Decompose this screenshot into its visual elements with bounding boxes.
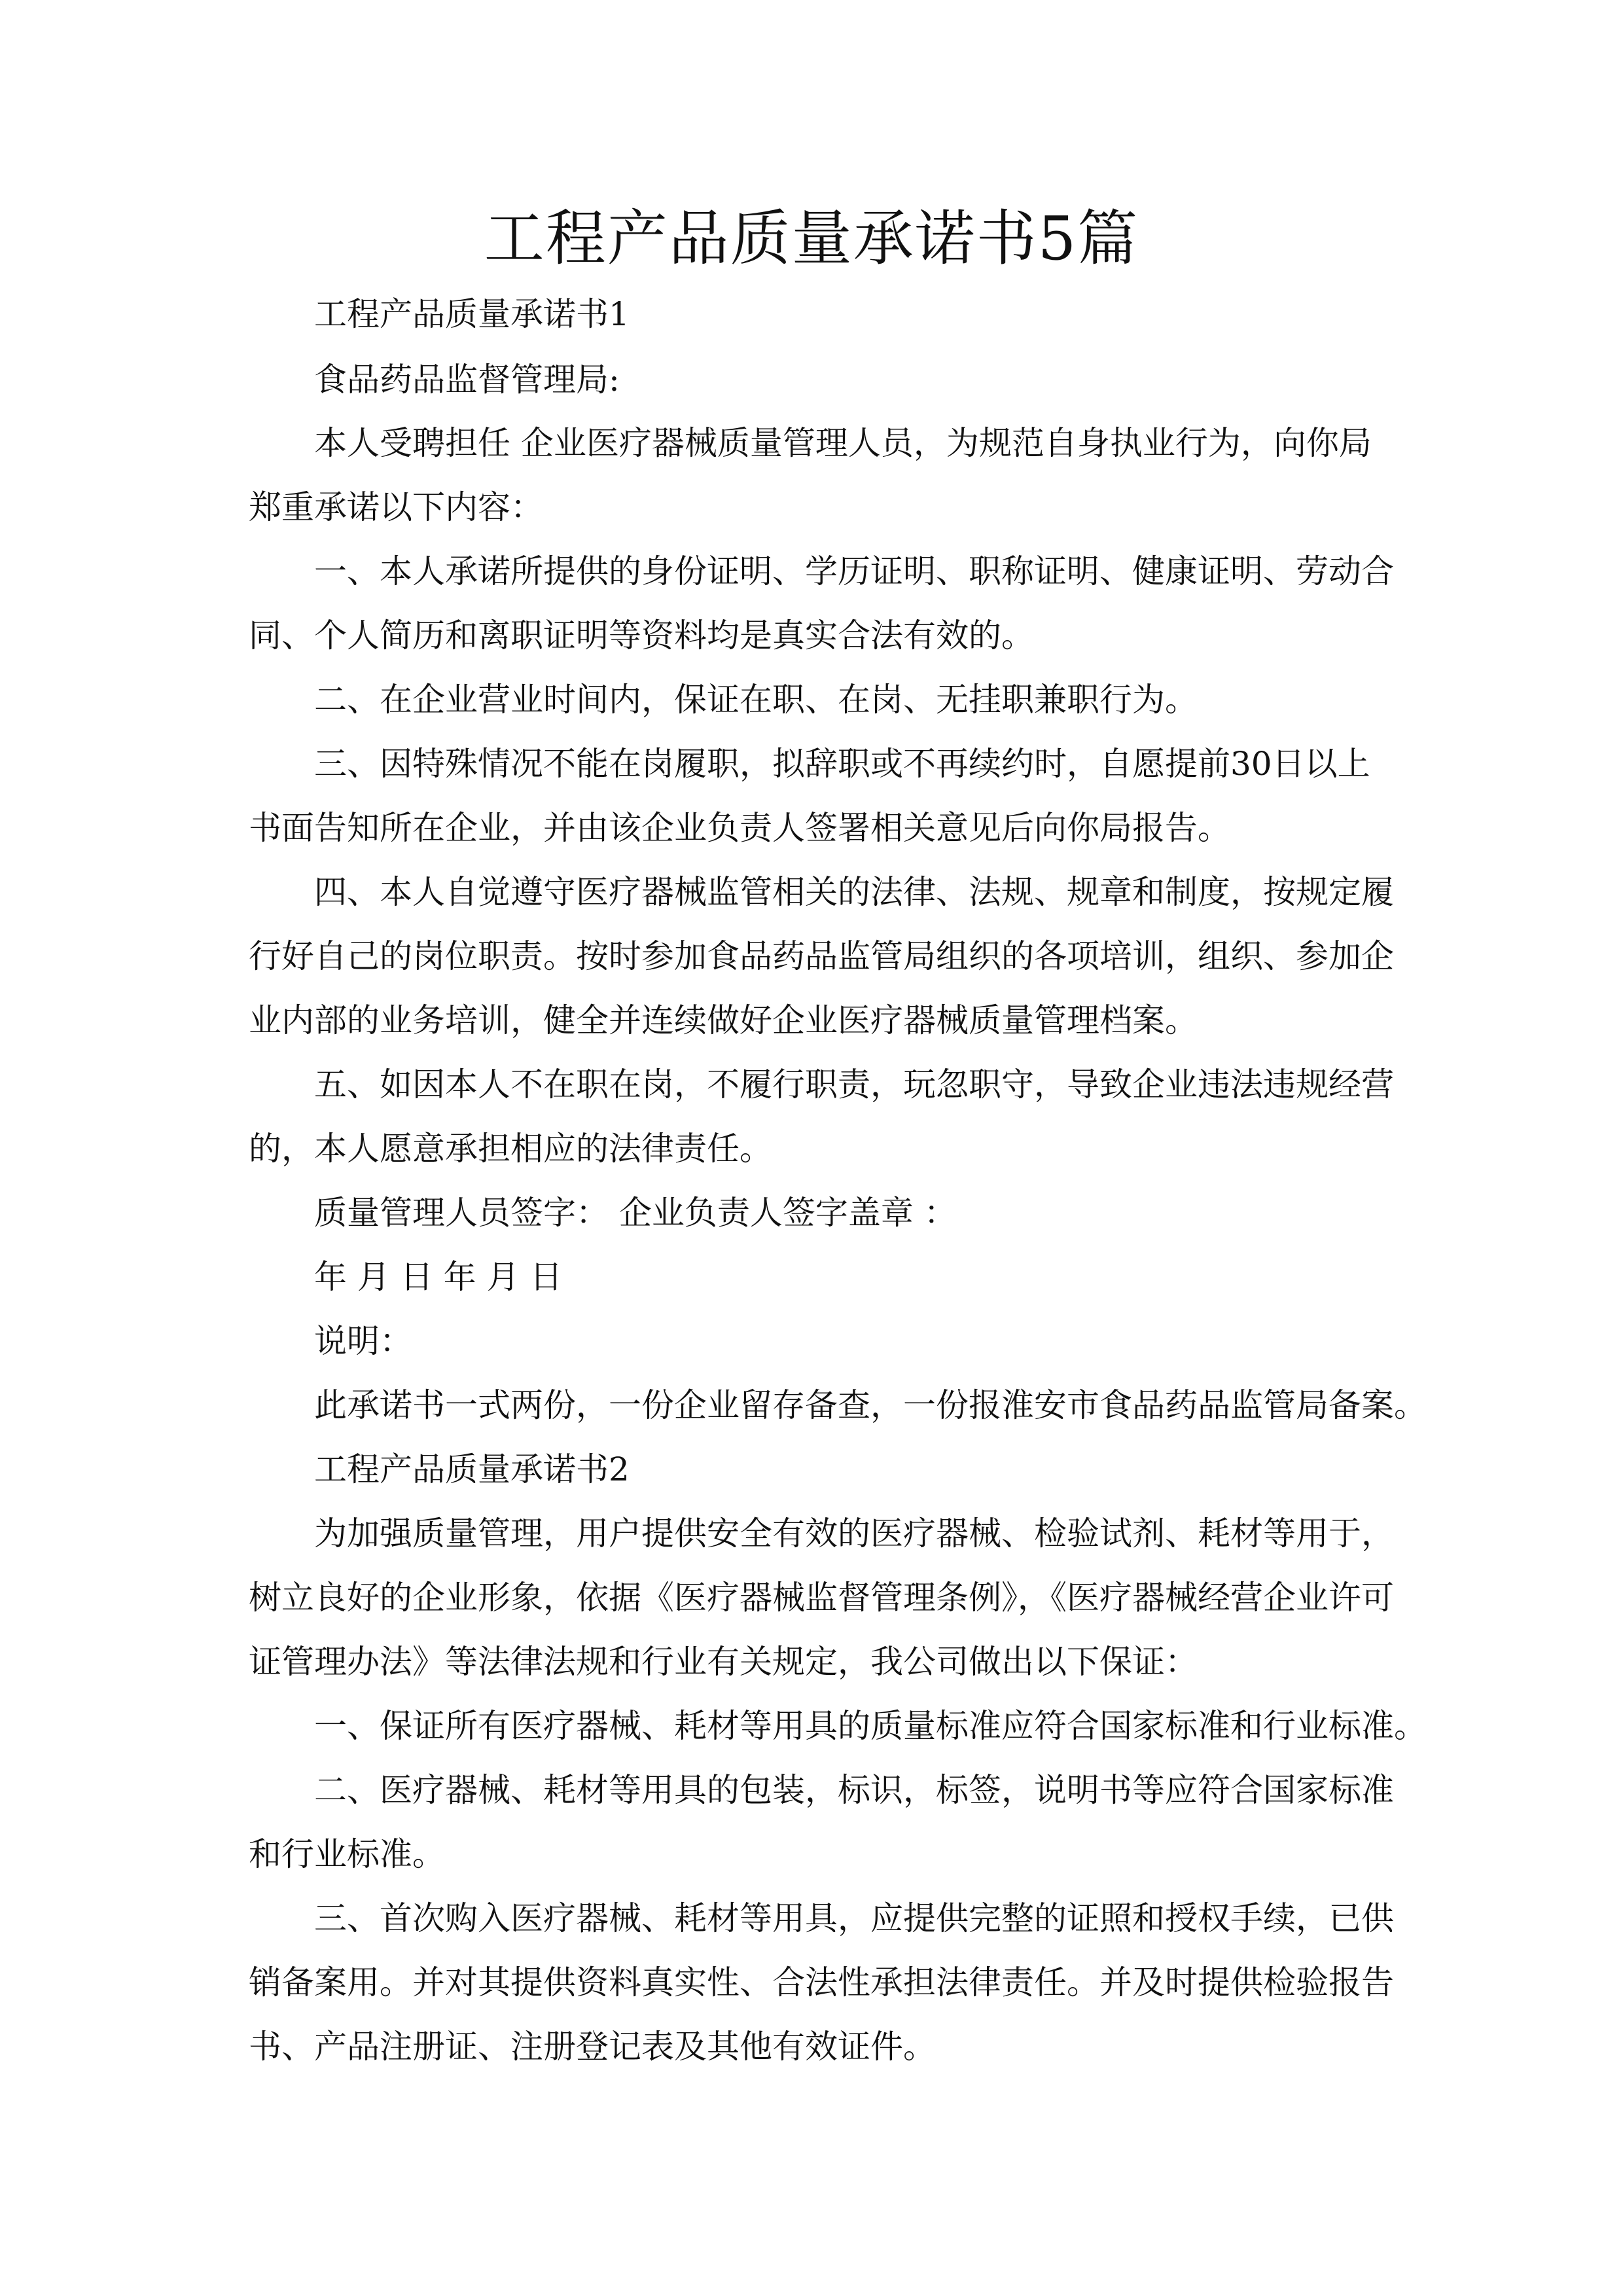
paragraph-line: 三、因特殊情况不能在岗履职，拟辞职或不再续约时，自愿提前30日以上 xyxy=(314,745,1370,783)
paragraph-line: 书、产品注册证、注册登记表及其他有效证件。 xyxy=(249,2028,936,2066)
note-heading: 说明： xyxy=(314,1322,412,1360)
paragraph-line: 证管理办法》等法律法规和行业有关规定，我公司做出以下保证： xyxy=(249,1643,1198,1681)
note-text: 此承诺书一式两份，一份企业留存备查，一份报淮安市食品药品监管局备案。 xyxy=(314,1386,1427,1424)
date-line: 年 月 日 年 月 日 xyxy=(314,1258,563,1296)
paragraph-line: 和行业标准。 xyxy=(249,1835,445,1873)
paragraph-line: 二、医疗器械、耗材等用具的包装，标识，标签，说明书等应符合国家标准 xyxy=(314,1771,1394,1809)
document-title: 工程产品质量承诺书5篇 xyxy=(484,204,1139,274)
section-heading-2: 工程产品质量承诺书2 xyxy=(314,1450,630,1488)
paragraph-line: 同、个人简历和离职证明等资料均是真实合法有效的。 xyxy=(249,617,1034,655)
paragraph-line: 销备案用。并对其提供资料真实性、合法性承担法律责任。并及时提供检验报告 xyxy=(249,1964,1394,2001)
paragraph-line: 二、在企业营业时间内，保证在职、在岗、无挂职兼职行为。 xyxy=(314,681,1198,719)
paragraph-line: 郑重承诺以下内容： xyxy=(249,488,543,526)
paragraph-line: 树立良好的企业形象，依据《医疗器械监督管理条例》，《医疗器械经营企业许可 xyxy=(249,1579,1394,1617)
signature-line: 质量管理人员签字： 企业负责人签字盖章 ： xyxy=(314,1194,957,1232)
paragraph-line: 的，本人愿意承担相应的法律责任。 xyxy=(249,1130,772,1168)
paragraph-line: 四、本人自觉遵守医疗器械监管相关的法律、法规、规章和制度，按规定履 xyxy=(314,873,1394,911)
paragraph-line: 本人受聘担任 企业医疗器械质量管理人员，为规范自身执业行为，向你局 xyxy=(314,424,1372,462)
section-heading-1: 工程产品质量承诺书1 xyxy=(314,295,630,333)
paragraph-line: 为加强质量管理，用户提供安全有效的医疗器械、检验试剂、耗材等用于， xyxy=(314,1515,1394,1552)
paragraph-line: 行好自己的岗位职责。按时参加食品药品监管局组织的各项培训，组织、参加企 xyxy=(249,937,1394,975)
paragraph-line: 业内部的业务培训，健全并连续做好企业医疗器械质量管理档案。 xyxy=(249,1001,1198,1039)
paragraph-line: 书面告知所在企业，并由该企业负责人签署相关意见后向你局报告。 xyxy=(249,809,1230,847)
paragraph-line: 一、本人承诺所提供的身份证明、学历证明、职称证明、健康证明、劳动合 xyxy=(314,552,1394,590)
addressee: 食品药品监督管理局: xyxy=(314,361,620,399)
paragraph-line: 三、首次购入医疗器械、耗材等用具，应提供完整的证照和授权手续，已供 xyxy=(314,1899,1394,1937)
paragraph-line: 五、如因本人不在职在岗，不履行职责，玩忽职守，导致企业违法违规经营 xyxy=(314,1066,1394,1103)
paragraph-line: 一、保证所有医疗器械、耗材等用具的质量标准应符合国家标准和行业标准。 xyxy=(314,1707,1427,1745)
